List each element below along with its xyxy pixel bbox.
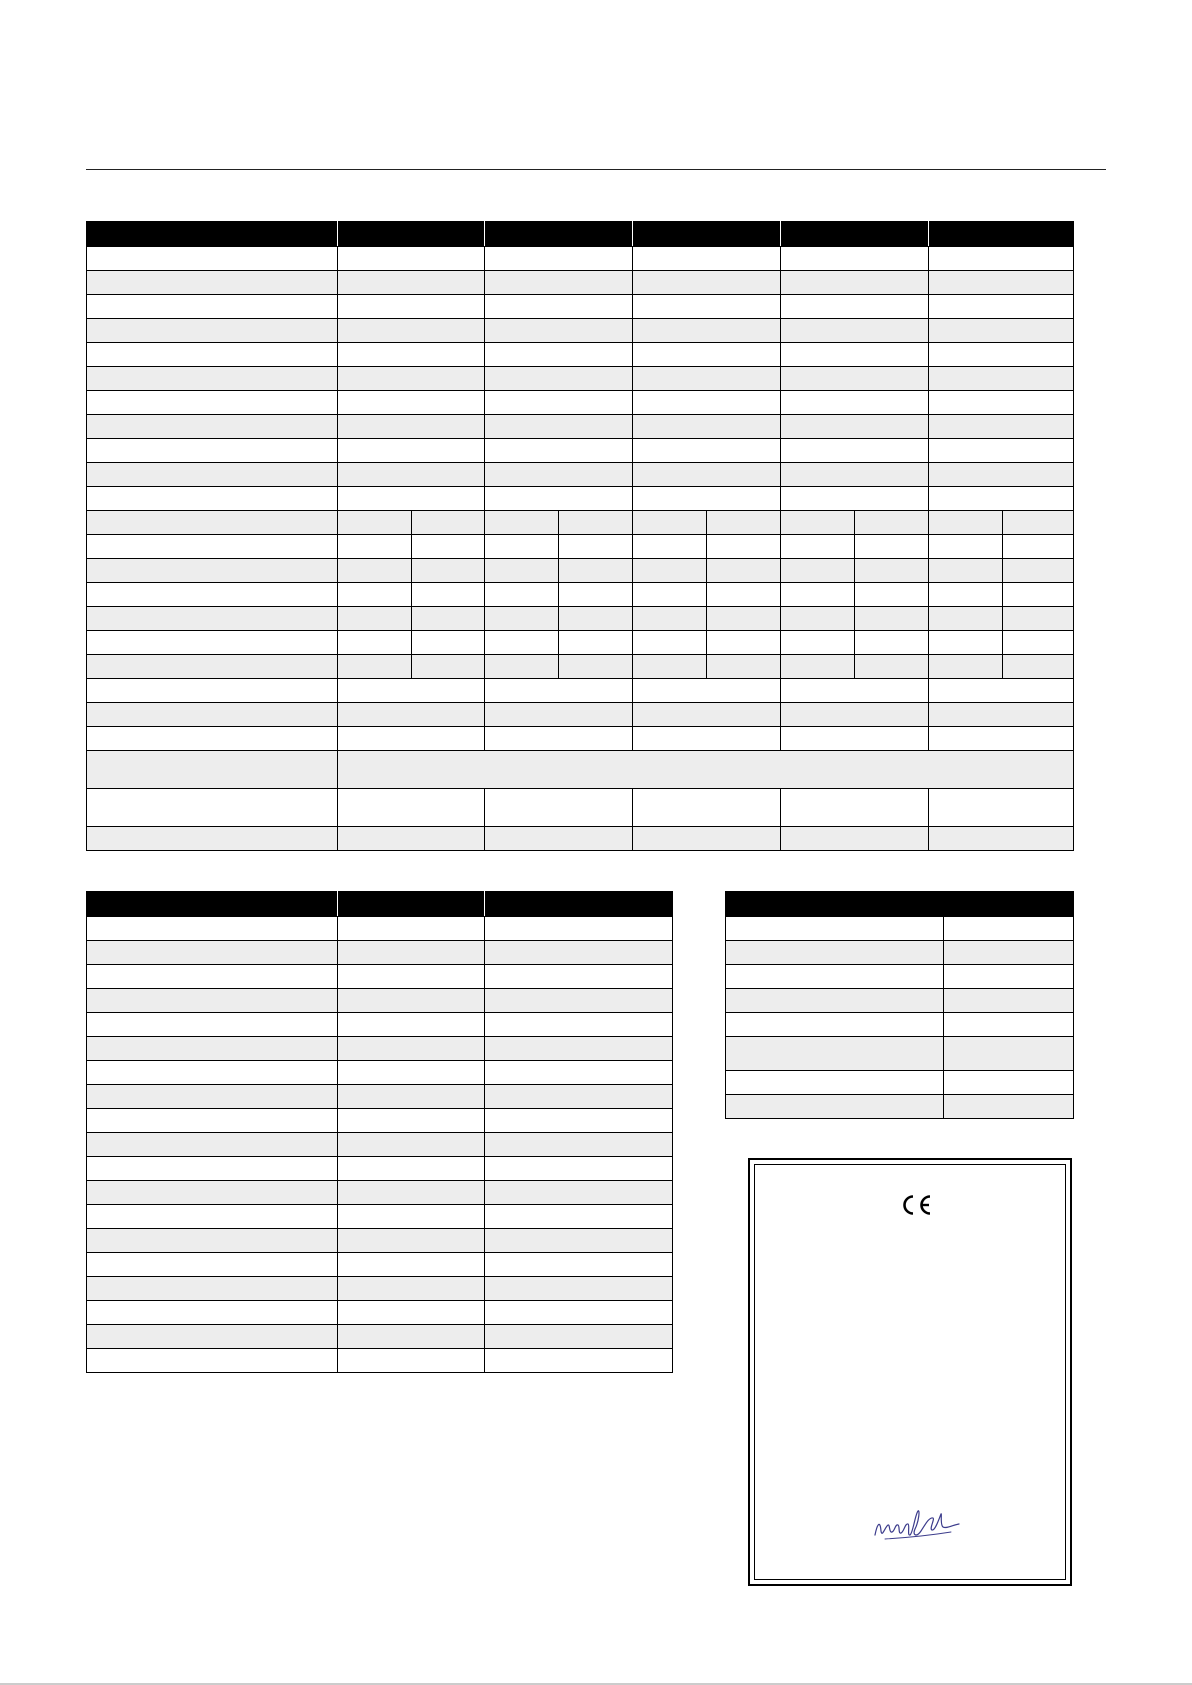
table-row [87,439,1074,463]
table-row [87,343,1074,367]
table-row [87,487,1074,511]
table-row [87,1061,673,1085]
signature-icon [871,1505,963,1545]
table-row [87,631,1074,655]
table-row [87,727,1074,751]
table-row [87,1133,673,1157]
table-row [87,1205,673,1229]
declaration-box [748,1158,1072,1586]
table-row [87,1301,673,1325]
table-row [87,1037,673,1061]
lower-right-header-row [726,892,1074,917]
table-row [726,1013,1074,1037]
table-row [87,391,1074,415]
table-row [87,271,1074,295]
table-row [87,1109,673,1133]
lower-left-table [86,891,673,1373]
lower-right-table [725,891,1074,1119]
table-row [87,247,1074,271]
spec-header-cell [87,222,338,247]
table-row [726,941,1074,965]
table-row [87,607,1074,631]
table-row [87,559,1074,583]
spec-header-cell [929,222,1074,247]
table-row [87,941,673,965]
table-row [87,1157,673,1181]
lower-left-header-row [87,892,673,917]
table-row [87,655,1074,679]
table-row [87,1085,673,1109]
lower-left-header-cell [338,892,485,917]
table-row [87,511,1074,535]
table-row [87,751,1074,789]
spec-header-cell [633,222,781,247]
declaration-inner-frame [754,1164,1066,1580]
ce-mark-icon [899,1193,933,1217]
lower-left-header-cell [485,892,673,917]
table-row [87,703,1074,727]
table-row [726,1071,1074,1095]
specification-table [86,221,1074,851]
table-row [87,989,673,1013]
table-row [87,827,1074,851]
table-row [87,1229,673,1253]
table-row [87,319,1074,343]
header-rule [86,169,1106,170]
spec-header-row [87,222,1074,247]
table-row [87,1325,673,1349]
table-row [726,1095,1074,1119]
spec-header-cell [781,222,929,247]
table-row [726,965,1074,989]
table-row [726,989,1074,1013]
table-row [87,535,1074,559]
table-row [87,463,1074,487]
table-row [87,1349,673,1373]
table-row [726,1037,1074,1071]
table-row [87,789,1074,827]
table-row [87,1277,673,1301]
spec-header-cell [485,222,633,247]
table-row [87,917,673,941]
table-row [87,583,1074,607]
table-row [87,679,1074,703]
lower-left-header-cell [87,892,338,917]
table-row [726,917,1074,941]
table-row [87,1013,673,1037]
table-row [87,1181,673,1205]
table-row [87,295,1074,319]
spec-header-cell [338,222,485,247]
table-row [87,965,673,989]
table-row [87,1253,673,1277]
table-row [87,415,1074,439]
table-row [87,367,1074,391]
lower-right-header-cell [726,892,1074,917]
